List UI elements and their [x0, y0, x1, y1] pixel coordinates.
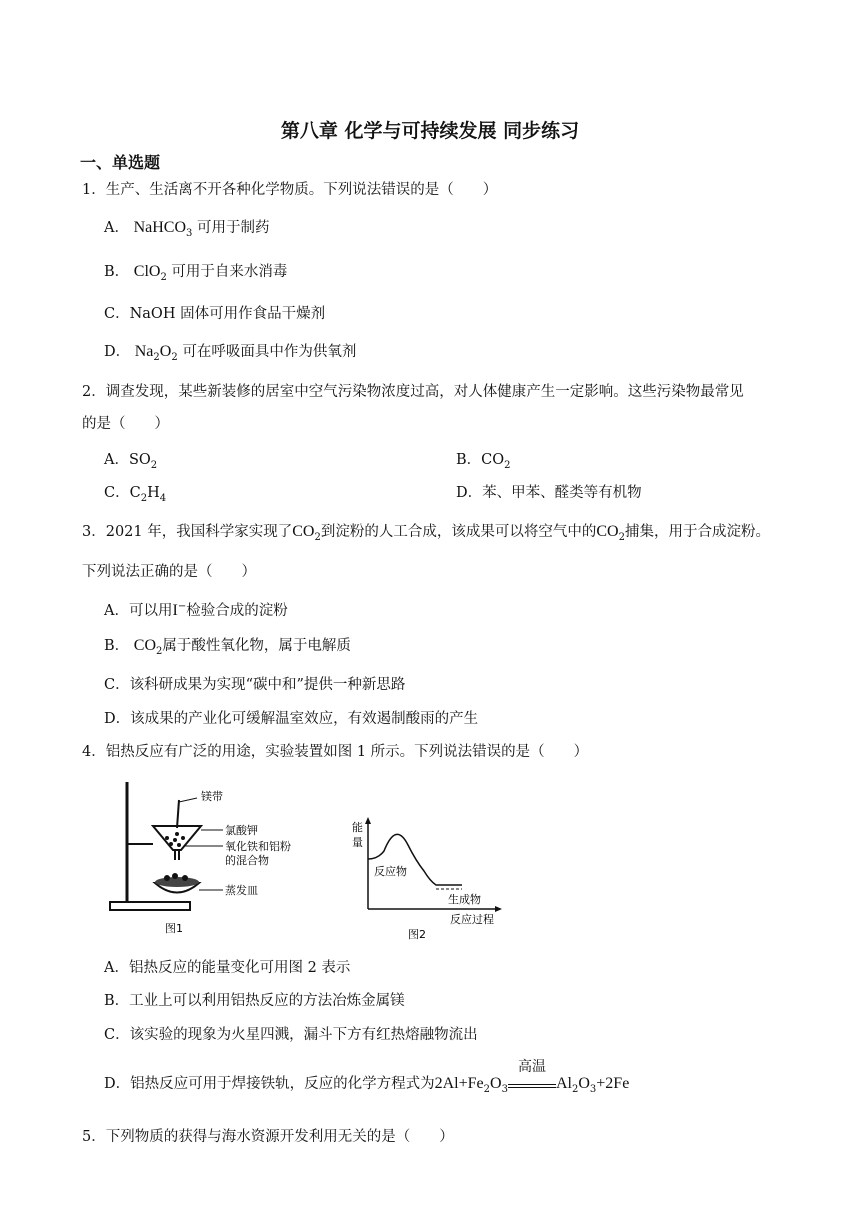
stem-text: 到淀粉的人工合成，该成果可以将空气中的: [320, 524, 597, 540]
formula-subscript: 3: [501, 1083, 508, 1095]
question-4-option-d[interactable]: [104, 1059, 630, 1100]
formula-subscript: 4: [159, 492, 167, 504]
question-3-option-a[interactable]: [104, 597, 288, 621]
formula: I: [172, 601, 178, 619]
option-label: A．: [104, 220, 129, 236]
formula: O: [159, 343, 172, 360]
page-title: 第八章 化学与可持续发展 同步练习: [280, 120, 580, 142]
fig1-label-mixture: 氧化铁和铝粉: [225, 840, 291, 853]
option-text: A．SO: [104, 452, 151, 468]
fig2-reactant-label: 反应物: [374, 865, 407, 878]
option-text: 可用于自来水消毒: [171, 264, 288, 280]
formula-subscript: 2: [140, 492, 148, 504]
formula: CO: [133, 637, 156, 654]
formula-subscript: 2: [171, 351, 178, 363]
question-1-option-c[interactable]: C．NaOH 固体可用作食品干燥剂: [104, 306, 326, 322]
fig2-xlabel: 反应过程: [450, 913, 494, 926]
option-label: D．: [104, 344, 131, 360]
fig1-label-mg: 镁带: [201, 790, 223, 803]
figure-1-apparatus: [105, 778, 305, 940]
formula-subscript: 2: [618, 531, 625, 543]
formula: CO: [596, 523, 619, 540]
option-label: B．: [104, 264, 130, 280]
formula-subscript: 3: [186, 227, 193, 239]
option-text: 属于酸性氧化物，属于电解质: [162, 638, 351, 654]
option-text: 可用于制药: [197, 220, 270, 236]
formula-superscript: −: [177, 601, 187, 612]
formula-subscript: 2: [483, 1083, 491, 1095]
formula: ClO: [133, 263, 161, 280]
formula: O: [578, 1075, 590, 1092]
option-text: C．C: [104, 485, 141, 501]
option-text: B．CO: [456, 452, 505, 468]
question-1-stem: 1．生产、生活离不开各种化学物质。下列说法错误的是（ ）: [82, 182, 498, 198]
option-text: 检验合成的淀粉: [186, 602, 288, 619]
formula: O: [490, 1075, 502, 1092]
reaction-condition-text: 高温: [517, 1059, 546, 1075]
fig1-label-kclo3: 氯酸钾: [225, 824, 258, 837]
formula: H: [147, 485, 160, 501]
question-3-stem: [82, 522, 770, 548]
formula-subscript: 2: [156, 645, 163, 657]
question-1-option-b[interactable]: [104, 262, 287, 288]
formula-subscript: 2: [153, 351, 160, 363]
question-1-option-a[interactable]: [104, 218, 270, 244]
question-1-option-d[interactable]: [104, 342, 356, 368]
fig1-label-dish: 蒸发皿: [225, 884, 258, 897]
formula: +2Fe: [596, 1075, 630, 1092]
question-2-stem: 2．调查发现，某些新装修的居室中空气污染物浓度过高，对人体健康产生一定影响。这些污染物最常见: [82, 384, 744, 400]
question-4-option-a[interactable]: A．铝热反应的能量变化可用图 2 表示: [104, 960, 351, 976]
question-4-stem: 4．铝热反应有广泛的用途，实验装置如图 1 所示。下列说法错误的是（ ）: [82, 744, 589, 760]
question-2-option-c[interactable]: [104, 483, 166, 509]
figure-2-caption: 图2: [408, 928, 426, 940]
question-3-option-b[interactable]: [104, 636, 351, 662]
fig2-ylabel: 能: [352, 821, 363, 834]
question-4-option-b[interactable]: B．工业上可以利用铝热反应的方法冶炼金属镁: [104, 993, 405, 1009]
question-5-stem: 5．下列物质的获得与海水资源开发利用无关的是（ ）: [82, 1129, 454, 1145]
question-2-option-a[interactable]: [104, 450, 157, 476]
question-2-option-b[interactable]: [456, 450, 511, 476]
figure-1-caption: 图1: [165, 922, 183, 935]
fig1-label-mixture-2: 的混合物: [225, 854, 269, 867]
reaction-condition: [508, 1059, 556, 1088]
equation-reactants: 2Al+Fe: [434, 1075, 484, 1092]
formula-subscript: 2: [571, 1083, 579, 1095]
fig2-ylabel-2: 量: [352, 836, 363, 849]
stem-text: 3．2021 年，我国科学家实现了: [82, 524, 293, 540]
formula-subscript: 2: [314, 531, 321, 543]
formula-subscript: 2: [150, 459, 158, 471]
section-heading: 一、单选题: [80, 153, 161, 172]
equals-sign: [508, 1084, 556, 1088]
formula: NaHCO: [133, 219, 187, 236]
formula-subscript: 2: [504, 459, 511, 471]
question-2-stem-cont: 的是（ ）: [82, 416, 169, 432]
question-3-option-d[interactable]: D．该成果的产业化可缓解温室效应，有效遏制酸雨的产生: [104, 711, 479, 727]
formula: Na: [134, 343, 154, 360]
figure-2-energy-diagram: [350, 815, 510, 940]
formula: CO: [292, 523, 315, 540]
equation-products: Al: [555, 1075, 572, 1092]
question-3-option-c[interactable]: C．该科研成果为实现“碳中和”提供一种新思路: [104, 677, 406, 693]
formula-subscript: 2: [160, 271, 167, 283]
option-text: D．铝热反应可用于焊接铁轨，反应的化学方程式为: [104, 1076, 435, 1092]
question-2-option-d[interactable]: D．苯、甲苯、醛类等有机物: [456, 485, 642, 501]
option-text: A．可以用: [104, 602, 173, 619]
question-3-stem-cont: 下列说法正确的是（ ）: [82, 564, 256, 580]
formula-subscript: 3: [589, 1083, 597, 1095]
fig2-product-label: 生成物: [448, 893, 481, 906]
stem-text: 捕集，用于合成淀粉。: [624, 524, 770, 540]
option-label: B．: [104, 638, 130, 654]
option-text: 可在呼吸面具中作为供氧剂: [182, 344, 357, 360]
question-4-option-c[interactable]: C．该实验的现象为火星四溅，漏斗下方有红热熔融物流出: [104, 1027, 478, 1043]
